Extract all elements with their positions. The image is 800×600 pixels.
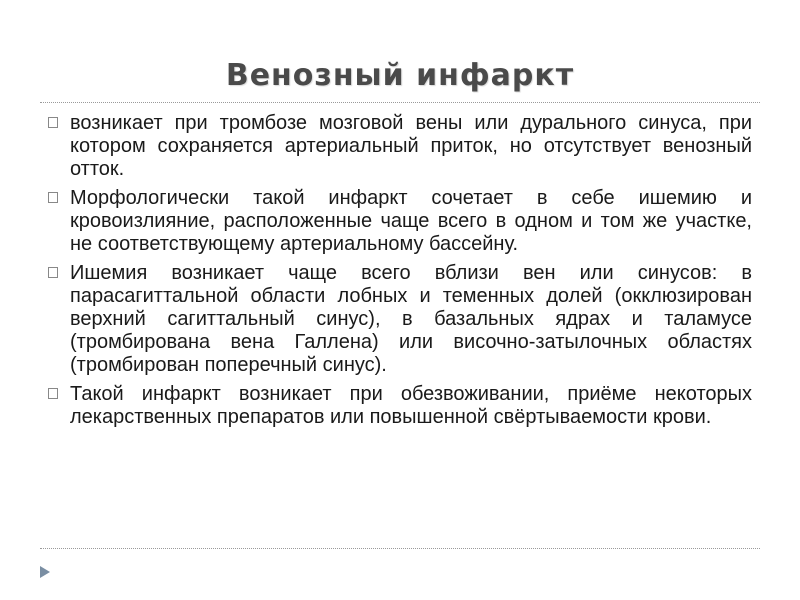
slide-title: Венозный инфаркт [225, 58, 575, 93]
triangle-marker-icon [40, 566, 50, 578]
bullet-square-icon [48, 267, 58, 278]
bullet-item [48, 383, 752, 429]
bullet-square-icon [48, 117, 58, 128]
title-divider [40, 102, 760, 103]
bullet-item [48, 262, 752, 377]
bullet-text: Ишемия возникает чаще всего вблизи вен или синусов: в парасагиттальной области лобных и теменных долей (окклюзирован верхний сагиттальный синус), в базальных ядрах и таламусе (тромбирована вена Галлена) или височно-затылочных областях (тромбирован поперечный синус). [70, 262, 752, 376]
bullet-item [48, 187, 752, 256]
footer-divider [40, 548, 760, 549]
bullet-text: Такой инфаркт возникает при обезвоживании, приёме некоторых лекарственных препаратов или повышенной свёртываемости крови. [70, 383, 752, 428]
bullet-list [48, 112, 752, 435]
bullet-text: Морфологически такой инфаркт сочетает в себе ишемию и кровоизлияние, расположенные чаще всего в одном и том же участке, не соответствующему артериальному бассейну. [70, 187, 752, 255]
bullet-item [48, 112, 752, 181]
bullet-square-icon [48, 192, 58, 203]
bullet-square-icon [48, 388, 58, 399]
bullet-text: возникает при тромбозе мозговой вены или дурального синуса, при котором сохраняется артериальный приток, но отсутствует венозный отток. [70, 112, 752, 180]
